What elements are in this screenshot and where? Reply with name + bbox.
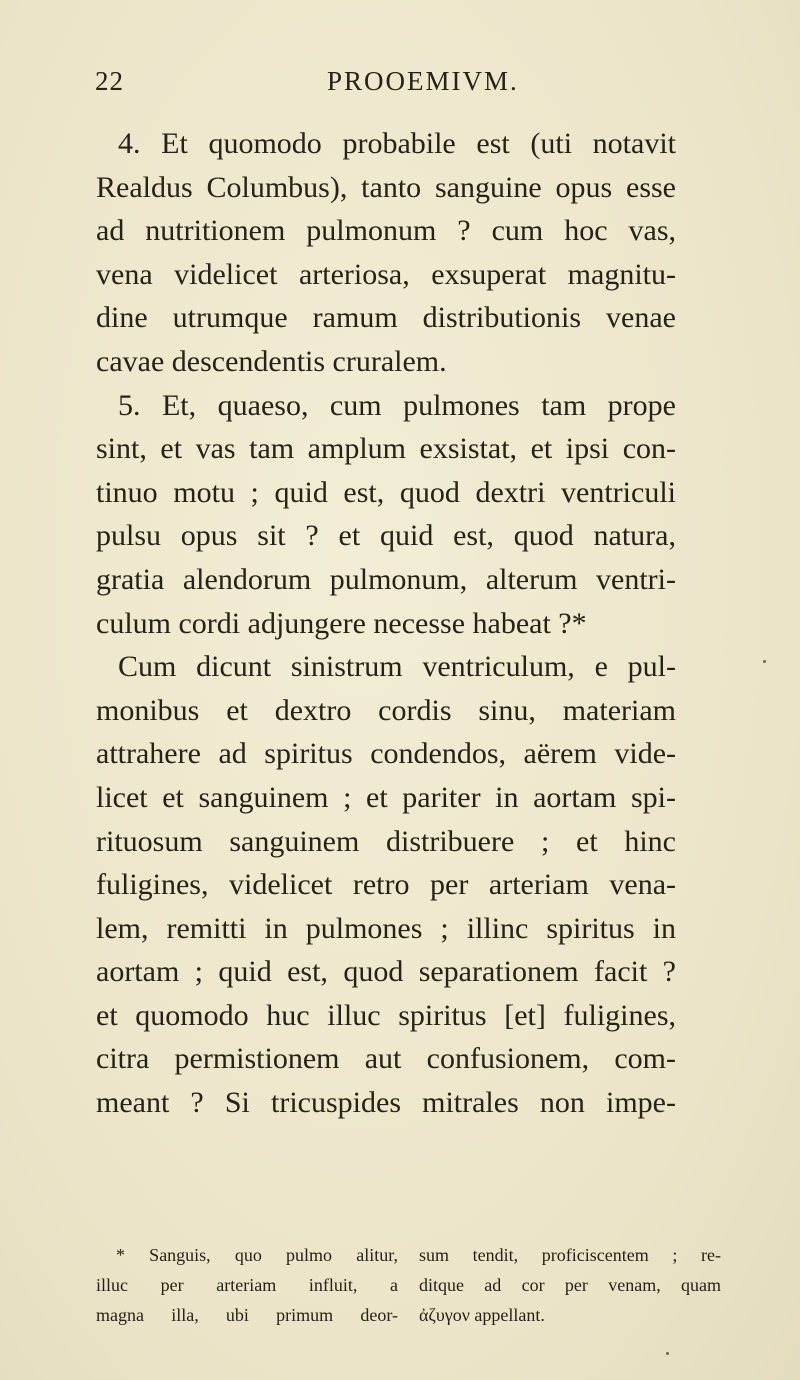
footnote: [96, 1240, 721, 1330]
text-line: 5. Et, quaeso, cum pulmones tam prope: [118, 388, 676, 422]
text-line: sint, et vas tam amplum exsistat, et ipsi con-: [96, 432, 676, 466]
running-head: PROOEMIVM.: [327, 66, 519, 96]
text-line: gratia alendorum pulmonum, alterum ventri-: [96, 562, 676, 596]
footnote-right-column: [419, 1240, 721, 1330]
footnote-line: sum tendit, proficiscentem ; re-: [419, 1245, 721, 1265]
text-line: Cum dicunt sinistrum ventriculum, e pul-: [118, 650, 676, 684]
page-number: 22: [95, 66, 124, 96]
text-line: meant ? Si tricuspides mitrales non impe-: [96, 1086, 676, 1120]
text-line: monibus et dextro cordis sinu, materiam: [96, 693, 676, 727]
text-line: culum cordi adjungere necesse habeat ?*: [96, 606, 587, 640]
footnote-line: magna illa, ubi primum deor-: [96, 1305, 398, 1325]
footnote-line: * Sanguis, quo pulmo alitur,: [116, 1245, 398, 1265]
text-line: vena videlicet arteriosa, exsuperat magnitu-: [96, 257, 676, 291]
paper-speck: [666, 1352, 669, 1355]
text-line: fuligines, videlicet retro per arteriam vena-: [96, 868, 676, 902]
text-line: rituosum sanguinem distribuere ; et hinc: [96, 824, 676, 858]
text-line: Realdus Columbus), tanto sanguine opus esse: [96, 170, 676, 204]
text-line: pulsu opus sit ? et quid est, quod natura,: [96, 519, 676, 553]
paper-speck: [763, 660, 766, 663]
text-line: aortam ; quid est, quod separationem facit ?: [96, 955, 676, 989]
footnote-line: ditque ad cor per venam, quam: [419, 1275, 721, 1295]
text-line: tinuo motu ; quid est, quod dextri ventriculi: [96, 475, 676, 509]
text-line: et quomodo huc illuc spiritus [et] fuligines,: [96, 998, 676, 1032]
text-line: lem, remitti in pulmones ; illinc spiritus in: [96, 911, 676, 945]
footnote-left-column: [96, 1240, 398, 1330]
text-line: dine utrumque ramum distributionis venae: [96, 301, 676, 335]
text-line: 4. Et quomodo probabile est (uti notavit: [118, 127, 676, 160]
text-line: ad nutritionem pulmonum ? cum hoc vas,: [96, 214, 676, 248]
text-line: citra permistionem aut confusionem, com-: [96, 1042, 676, 1076]
page-header: [95, 66, 660, 106]
text-line: attrahere ad spiritus condendos, aërem vide-: [96, 737, 676, 771]
footnote-line: illuc per arteriam influit, a: [96, 1275, 398, 1295]
main-text: [96, 122, 676, 1125]
footnote-line: ἀζυγον appellant.: [419, 1305, 545, 1325]
text-line: cavae descendentis cruralem.: [96, 344, 447, 378]
text-line: licet et sanguinem ; et pariter in aortam spi-: [96, 780, 676, 814]
